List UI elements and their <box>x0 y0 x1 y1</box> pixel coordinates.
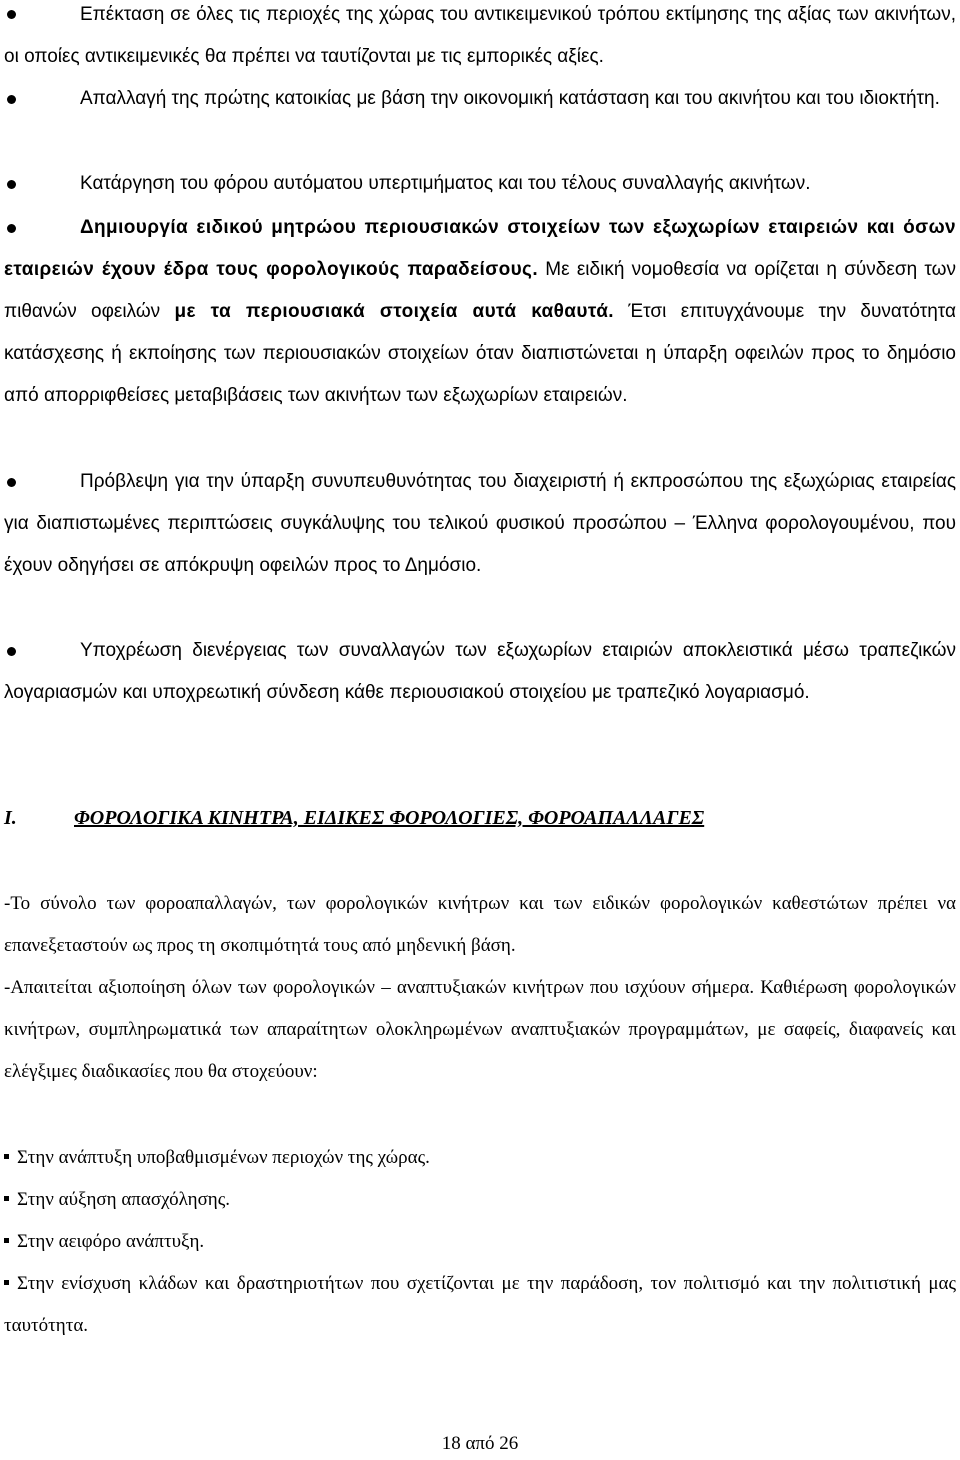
bullet-item: Υποχρέωση διενέργειας των συναλλαγών των εξωχωρίων εταιριών αποκλειστικά μέσω τραπεζικών λογαριασμών και υποχρεωτική σύνδεση κάθε περιουσιακού στοιχείου με τραπεζικό λογαριασμό. <box>4 640 956 703</box>
square-bullet-icon <box>4 1238 9 1243</box>
page-number: 18 από 26 <box>441 1433 519 1454</box>
body-text: Έτσι επιτυγχάνουμε την δυνατότητα κατάσχεσης ή εκποίησης των περιουσιακών στοιχείων όταν διαπιστώνεται η ύπαρξη οφειλών προς το δημόσιο από απορριφθείσες μεταβιβάσεις των ακινήτων των εξωχωρίων εταιρειών. <box>4 301 956 406</box>
square-bullet-icon <box>4 1196 9 1201</box>
body-text: Με ειδική νομοθεσία να ορίζεται η σύνδεση των πιθανών οφειλών <box>4 259 956 322</box>
paragraph: -Το σύνολο των φοροαπαλλαγών, των φορολογικών κινήτρων και των ειδικών φορολογικών καθεστώτων πρέπει να επανεξεταστούν ως προς τη σκοπιμότητά τους από μηδενική βάση. <box>4 893 956 956</box>
list-item: Στην ανάπτυξη υποβαθμισμένων περιοχών της χώρας. <box>4 1137 956 1179</box>
square-bullet-icon <box>4 1280 9 1285</box>
square-bullet-icon <box>4 1154 9 1159</box>
bullet-item: Επέκταση σε όλες τις περιοχές της χώρας του αντικειμενικού τρόπου εκτίμησης της αξίας των ακινήτων, οι οποίες αντικειμενικές θα πρέπει να ταυτίζονται με τις εμπορικές αξίες. <box>4 4 956 67</box>
section-number: I. <box>4 807 17 829</box>
paragraph: -Απαιτείται αξιοποίηση όλων των φορολογικών – αναπτυξιακών κινήτρων που ισχύουν σήμερα. Καθιέρωση φορολογικών κινήτρων, συμπληρωματικά των απαραίτητων ολοκληρωμένων αναπτυξιακών προγραμμάτων, με σαφείς, διαφανείς και ελέγξιμες διαδικασίες που θα στοχεύουν: <box>4 977 956 1082</box>
bullet-item: Πρόβλεψη για την ύπαρξη συνυπευθυνότητας του διαχειριστή ή εκπροσώπου της εξωχώριας εταιρείας για διαπιστωμένες περιπτώσεις συγκάλυψης του τελικού φυσικού προσώπου – Έλληνα φορολογουμένου, που έχουν οδηγήσει σε απόκρυψη οφειλών προς το Δημόσιο. <box>4 471 956 576</box>
section-title: ΦΟΡΟΛΟΓΙΚΑ ΚΙΝΗΤΡΑ, ΕΙΔΙΚΕΣ ΦΟΡΟΛΟΓΙΕΣ, ΦΟΡΟΑΠΑΛΛΑΓΕΣ <box>74 807 705 829</box>
bullet-item: Κατάργηση του φόρου αυτόματου υπερτιμήματος και του τέλους συναλλαγής ακινήτων. <box>80 173 811 194</box>
list-item: Στην ενίσχυση κλάδων και δραστηριοτήτων που σχετίζονται με την παράδοση, τον πολιτισμό και την πολιτιστική μας ταυτότητα. <box>4 1273 956 1336</box>
bold-text: Δημιουργία ειδικού μητρώου περιουσιακών στοιχείων των εξωχωρίων εταιρειών και όσων εταιρειών έχουν έδρα τους φορολογικούς παραδείσους. <box>4 217 956 280</box>
list-item: Στην αύξηση απασχόλησης. <box>4 1179 956 1221</box>
bullet-item: Απαλλαγή της πρώτης κατοικίας με βάση την οικονομική κατάσταση και του ακινήτου και του ιδιοκτήτη. <box>80 88 940 109</box>
section-heading <box>4 802 956 834</box>
bullet-item <box>4 207 956 417</box>
bold-text: με τα περιουσιακά στοιχεία αυτά καθαυτά. <box>174 301 614 322</box>
list-item: Στην αειφόρο ανάπτυξη. <box>4 1221 956 1263</box>
